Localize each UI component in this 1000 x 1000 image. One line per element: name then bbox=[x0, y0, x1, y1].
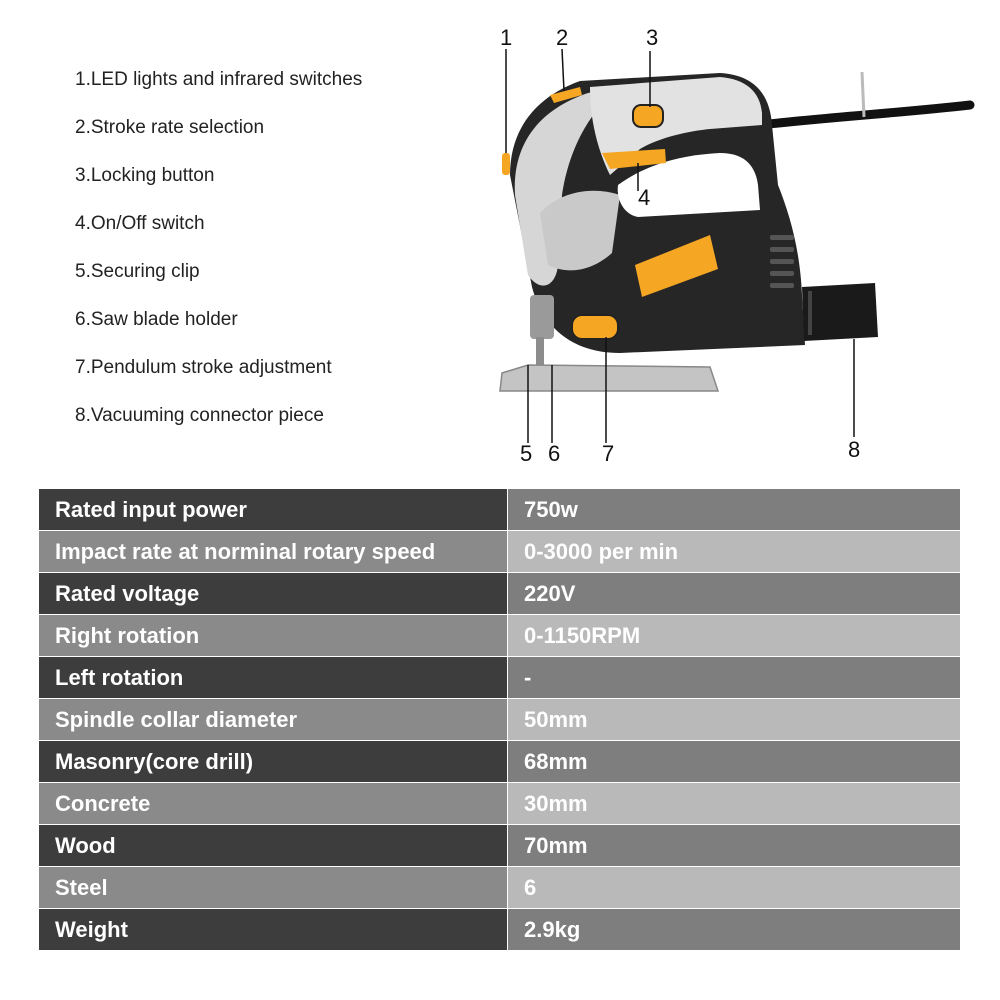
spec-label: Impact rate at norminal rotary speed bbox=[39, 531, 508, 573]
spec-label: Steel bbox=[39, 867, 508, 909]
spec-value: 70mm bbox=[508, 825, 961, 867]
spec-value: 50mm bbox=[508, 699, 961, 741]
part-item-3: 3.Locking button bbox=[75, 165, 215, 186]
spec-label: Rated voltage bbox=[39, 573, 508, 615]
spec-label: Right rotation bbox=[39, 615, 508, 657]
callout-8: 8 bbox=[848, 437, 861, 462]
parts-list bbox=[75, 66, 362, 450]
callout-7: 7 bbox=[602, 441, 615, 466]
spec-label: Spindle collar diameter bbox=[39, 699, 508, 741]
jigsaw-diagram bbox=[470, 25, 990, 470]
spec-value: 68mm bbox=[508, 741, 961, 783]
table-row bbox=[39, 867, 960, 909]
vacuum-connector bbox=[802, 283, 878, 341]
saw-blade bbox=[536, 337, 544, 367]
callout-2: 2 bbox=[556, 25, 569, 50]
table-row bbox=[39, 489, 960, 531]
base-plate bbox=[500, 365, 718, 391]
part-item-1: 1.LED lights and infrared switches bbox=[75, 69, 363, 90]
callout-5: 5 bbox=[520, 441, 533, 466]
callout-4: 4 bbox=[638, 185, 651, 210]
spec-label: Rated input power bbox=[39, 489, 508, 531]
table-row bbox=[39, 909, 960, 951]
table-row bbox=[39, 573, 960, 615]
spec-value: 30mm bbox=[508, 783, 961, 825]
led-light bbox=[502, 153, 510, 175]
blade-holder bbox=[530, 295, 554, 339]
spec-label: Wood bbox=[39, 825, 508, 867]
callout-1: 1 bbox=[500, 25, 513, 50]
part-item-4: 4.On/Off switch bbox=[75, 213, 205, 234]
table-row bbox=[39, 531, 960, 573]
pendulum-lever bbox=[572, 315, 618, 339]
spec-label: Left rotation bbox=[39, 657, 508, 699]
spec-table bbox=[39, 489, 960, 951]
part-item-6: 6.Saw blade holder bbox=[75, 309, 238, 330]
cord-plug-pin bbox=[862, 72, 864, 117]
table-row bbox=[39, 615, 960, 657]
vacuum-connector-ring bbox=[808, 291, 812, 335]
callout-3: 3 bbox=[646, 25, 659, 50]
callout-6: 6 bbox=[548, 441, 561, 466]
spec-value: 6 bbox=[508, 867, 961, 909]
part-item-7: 7.Pendulum stroke adjustment bbox=[75, 357, 332, 378]
part-item-5: 5.Securing clip bbox=[75, 261, 200, 282]
spec-value: 0-1150RPM bbox=[508, 615, 961, 657]
spec-label: Masonry(core drill) bbox=[39, 741, 508, 783]
spec-label: Weight bbox=[39, 909, 508, 951]
table-row bbox=[39, 657, 960, 699]
table-row bbox=[39, 825, 960, 867]
spec-value: - bbox=[508, 657, 961, 699]
spec-value: 2.9kg bbox=[508, 909, 961, 951]
spec-label: Concrete bbox=[39, 783, 508, 825]
table-row bbox=[39, 783, 960, 825]
part-item-2: 2.Stroke rate selection bbox=[75, 117, 265, 138]
part-item-8: 8.Vacuuming connector piece bbox=[75, 405, 324, 426]
spec-value: 220V bbox=[508, 573, 961, 615]
locking-button bbox=[633, 105, 663, 127]
spec-value: 750w bbox=[508, 489, 961, 531]
table-row bbox=[39, 699, 960, 741]
table-row bbox=[39, 741, 960, 783]
spec-value: 0-3000 per min bbox=[508, 531, 961, 573]
